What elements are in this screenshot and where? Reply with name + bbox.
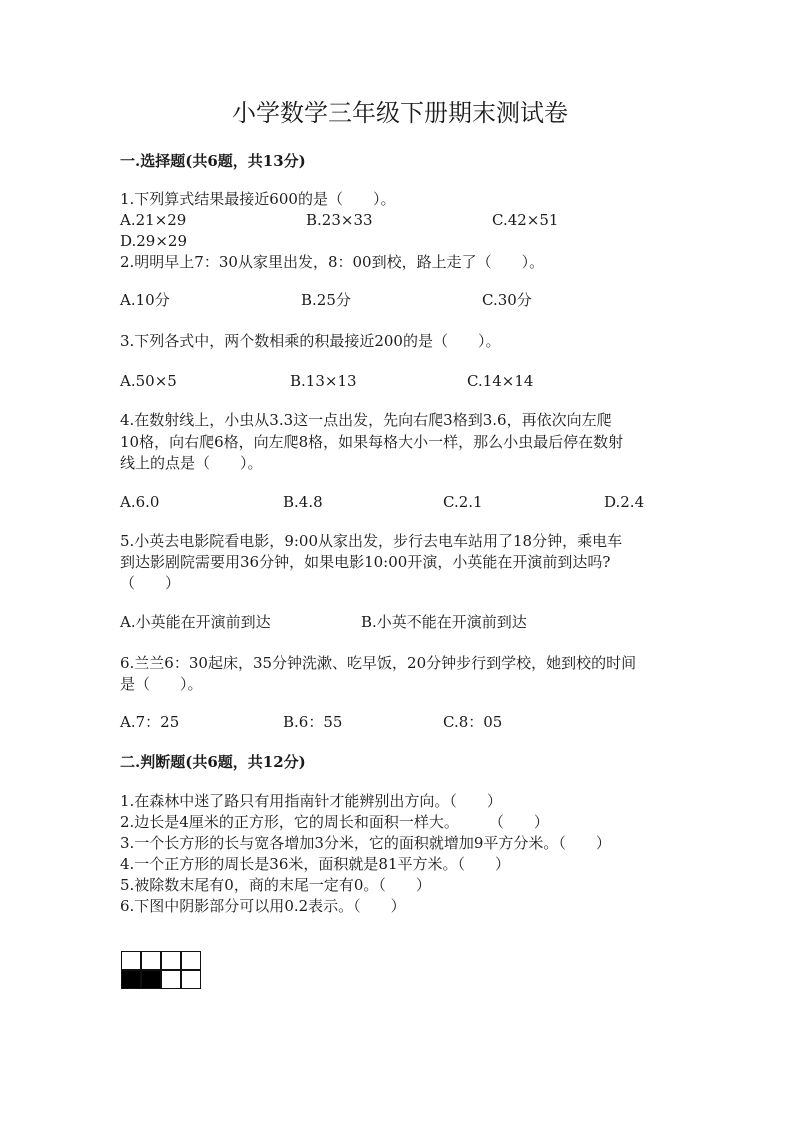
question-6-option-b: B.6：55 xyxy=(283,713,343,731)
question-5-option-b: B.小英不能在开演前到达 xyxy=(361,613,527,631)
page-title: 小学数学三年级下册期末测试卷 xyxy=(232,99,568,127)
question-6-option-a: A.7：25 xyxy=(120,713,180,731)
question-6-stem-line-2: 是（ ）。 xyxy=(120,675,203,693)
question-2-option-a: A.10分 xyxy=(120,291,170,309)
grid-cell-shaded xyxy=(141,970,161,989)
question-4-option-c: C.2.1 xyxy=(443,493,483,511)
question-3-option-c: C.14×14 xyxy=(467,372,534,390)
judgement-item-5: 5.被除数末尾有0，商的末尾一定有0。（ ） xyxy=(120,876,431,894)
question-4-stem-line-2: 10格，向右爬6格，向左爬8格，如果每格大小一样，那么小虫最后停在数射 xyxy=(120,433,624,451)
question-3-option-a: A.50×5 xyxy=(120,372,177,390)
question-4-stem-line-3: 线上的点是（ ）。 xyxy=(120,454,263,472)
grid-cell xyxy=(181,970,201,989)
question-3-stem: 3.下列各式中，两个数相乘的积最接近200的是（ ）。 xyxy=(120,332,501,350)
question-5-stem-line-3: （ ） xyxy=(120,574,181,592)
judgement-item-1: 1.在森林中迷了路只有用指南针才能辨别出方向。（ ） xyxy=(120,792,502,810)
question-4-option-a: A.6.0 xyxy=(120,493,160,511)
judgement-item-4: 4.一个正方形的周长是36米，面积就是81平方米。（ ） xyxy=(120,855,510,873)
question-3-option-b: B.13×13 xyxy=(290,372,357,390)
question-1-option-a: A.21×29 xyxy=(120,211,187,229)
question-6-stem-line-1: 6.兰兰6：30起床，35分钟洗漱、吃早饭，20分钟步行到学校，她到校的时间 xyxy=(120,654,637,672)
question-1-stem: 1.下列算式结果最接近600的是（ ）。 xyxy=(120,190,396,208)
section-heading-judgement: 二.判断题(共6题，共12分) xyxy=(120,753,306,771)
grid-cell xyxy=(181,951,201,970)
grid-cell-shaded xyxy=(121,970,141,989)
grid-cell xyxy=(121,951,141,970)
question-2-stem: 2.明明早上7：30从家里出发，8：00到校，路上走了（ ）。 xyxy=(120,253,545,271)
judgement-item-2: 2.边长是4厘米的正方形，它的周长和面积一样大。 （ ） xyxy=(120,813,549,831)
question-1-option-d: D.29×29 xyxy=(120,232,188,250)
grid-cell xyxy=(141,951,161,970)
question-6-option-c: C.8：05 xyxy=(443,713,503,731)
grid-cell xyxy=(161,951,181,970)
shaded-grid-figure xyxy=(121,951,202,989)
question-5-option-a: A.小英能在开演前到达 xyxy=(120,613,271,631)
question-1-option-b: B.23×33 xyxy=(306,211,373,229)
question-4-option-b: B.4.8 xyxy=(283,493,323,511)
question-2-option-b: B.25分 xyxy=(301,291,351,309)
question-5-stem-line-1: 5.小英去电影院看电影，9:00从家出发，步行去电车站用了18分钟，乘电车 xyxy=(120,532,623,550)
grid-cell xyxy=(161,970,181,989)
section-heading-choice: 一.选择题(共6题，共13分) xyxy=(120,152,306,170)
question-5-stem-line-2: 到达影剧院需要用36分钟，如果电影10:00开演，小英能在开演前到达吗? xyxy=(120,553,611,571)
judgement-item-3: 3.一个长方形的长与宽各增加3分米，它的面积就增加9平方分米。（ ） xyxy=(120,834,611,852)
question-2-option-c: C.30分 xyxy=(482,291,532,309)
question-1-option-c: C.42×51 xyxy=(492,211,559,229)
question-4-option-d: D.2.4 xyxy=(604,493,645,511)
question-4-stem-line-1: 4.在数射线上，小虫从3.3这一点出发，先向右爬3格到3.6，再依次向左爬 xyxy=(120,411,612,429)
judgement-item-6: 6.下图中阴影部分可以用0.2表示。（ ） xyxy=(120,897,406,915)
